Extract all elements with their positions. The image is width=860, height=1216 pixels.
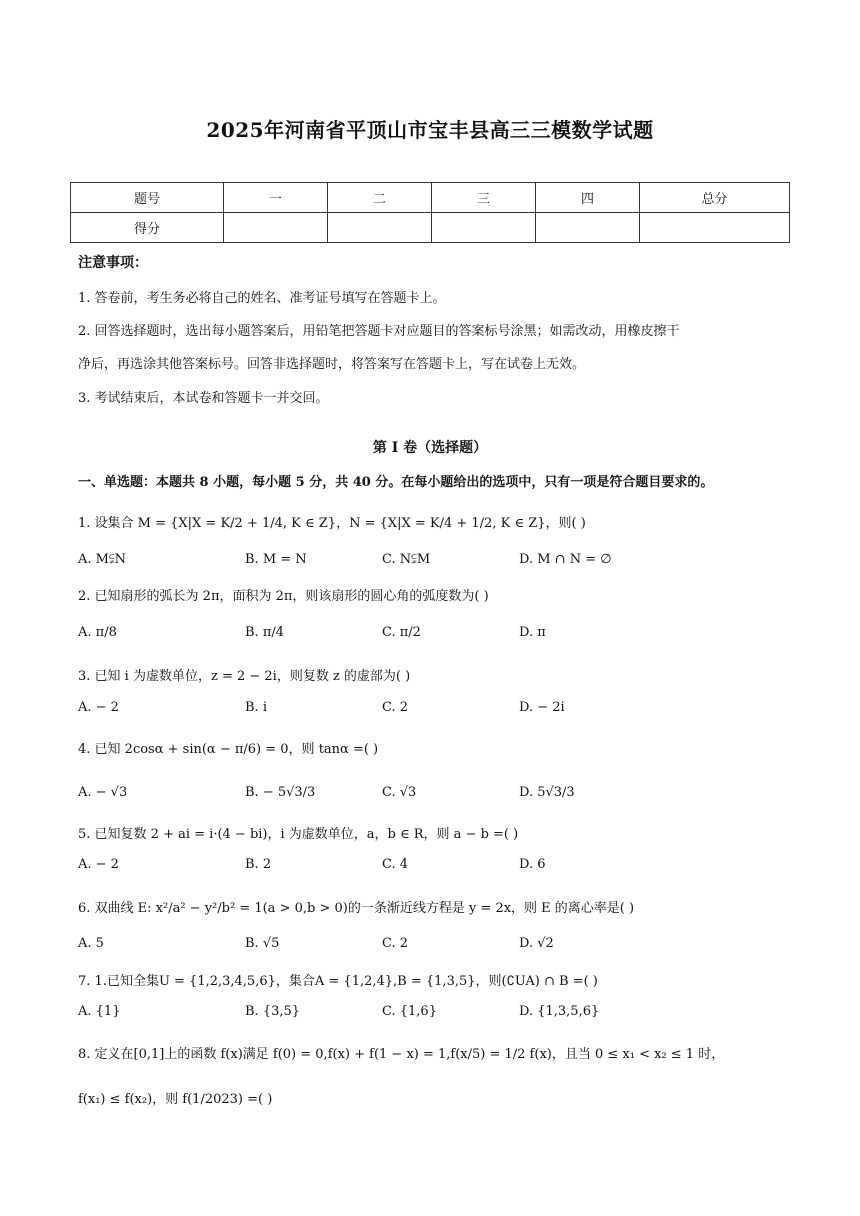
option: C. 2 xyxy=(382,936,409,951)
score-input-cell xyxy=(328,213,432,243)
section-title: 第 I 卷（选择题） xyxy=(372,440,488,456)
table-cell: 四 xyxy=(536,183,640,213)
table-cell: 总分 xyxy=(640,183,790,213)
option: D. {1,3,5,6} xyxy=(519,1004,600,1019)
question-stem: 6. 双曲线 E: x²/a² − y²/b² = 1(a > 0,b > 0)的一条渐近线方程是 y = 2x，则 E 的离心率是( ) xyxy=(78,901,635,916)
question-stem: 5. 已知复数 2 + ai = i·(4 − bi)，i 为虚数单位，a，b ∈ R，则 a − b =( ) xyxy=(78,827,519,842)
table-cell: 二 xyxy=(328,183,432,213)
question-stem: 3. 已知 i 为虚数单位，z = 2 − 2i，则复数 z 的虚部为( ) xyxy=(78,669,411,684)
note-item: 3. 考试结束后，本试卷和答题卡一并交回。 xyxy=(78,391,329,406)
part-heading: 一、单选题：本题共 8 小题，每小题 5 分，共 40 分。在每小题给出的选项中，只有一项是符合题目要求的。 xyxy=(78,475,714,490)
question-stem: 2. 已知扇形的弧长为 2π，面积为 2π，则该扇形的圆心角的弧度数为( ) xyxy=(78,589,489,604)
option: C. {1,6} xyxy=(382,1004,437,1019)
page-title: 2025年河南省平顶山市宝丰县高三三模数学试题 xyxy=(206,118,654,142)
option: C. π/2 xyxy=(382,625,421,640)
option: A. M⫋N xyxy=(78,552,127,567)
option: B. − 5√3/3 xyxy=(245,785,316,800)
option: A. π/8 xyxy=(78,625,117,640)
option: A. − √3 xyxy=(78,785,128,800)
note-item: 净后，再选涂其他答案标号。回答非选择题时，将答案写在答题卡上，写在试卷上无效。 xyxy=(78,357,586,372)
option: D. 6 xyxy=(519,857,546,872)
table-cell: 得分 xyxy=(71,213,224,243)
option: C. √3 xyxy=(382,785,417,800)
note-item: 1. 答卷前，考生务必将自己的姓名、准考证号填写在答题卡上。 xyxy=(78,291,446,306)
option: C. 2 xyxy=(382,700,409,715)
score-input-cell xyxy=(640,213,790,243)
question-stem: 1. 设集合 M = {X|X = K/2 + 1/4, K ∈ Z}，N = {X|X = K/4 + 1/2, K ∈ Z}，则( ) xyxy=(78,516,586,531)
option: B. {3,5} xyxy=(245,1004,301,1019)
option: C. 4 xyxy=(382,857,409,872)
option: B. 2 xyxy=(245,857,272,872)
option: D. √2 xyxy=(519,936,554,951)
question-stem: 7. 1.已知全集U = {1,2,3,4,5,6}，集合A = {1,2,4},B = {1,3,5}，则(∁UA) ∩ B =( ) xyxy=(78,974,598,989)
score-input-cell xyxy=(224,213,328,243)
question-stem-continued: f(x₁) ≤ f(x₂)，则 f(1/2023) =( ) xyxy=(78,1092,273,1107)
option: C. N⫋M xyxy=(382,552,431,567)
question-stem: 4. 已知 2cosα + sin(α − π/6) = 0，则 tanα =( ) xyxy=(78,742,379,757)
score-table xyxy=(70,182,790,243)
option: B. √5 xyxy=(245,936,280,951)
option: D. M ∩ N = ∅ xyxy=(519,552,612,567)
option: A. − 2 xyxy=(78,857,119,872)
option: B. M = N xyxy=(245,552,307,567)
option: D. π xyxy=(519,625,546,640)
option: B. i xyxy=(245,700,267,715)
score-input-cell xyxy=(536,213,640,243)
option: A. − 2 xyxy=(78,700,119,715)
question-stem: 8. 定义在[0,1]上的函数 f(x)满足 f(0) = 0,f(x) + f(1 − x) = 1,f(x/5) = 1/2 f(x)，且当 0 ≤ x₁ < x₂ ≤ 1 时， xyxy=(78,1047,725,1062)
note-item: 2. 回答选择题时，选出每小题答案后，用铅笔把答题卡对应题目的答案标号涂黑；如需改动，用橡皮擦干 xyxy=(78,324,680,339)
score-input-cell xyxy=(432,213,536,243)
option: A. 5 xyxy=(78,936,104,951)
option: A. {1} xyxy=(78,1004,121,1019)
option: D. 5√3/3 xyxy=(519,785,575,800)
table-cell: 题号 xyxy=(71,183,224,213)
score-table-score-row xyxy=(71,213,790,243)
table-cell: 三 xyxy=(432,183,536,213)
notes-title: 注意事项： xyxy=(78,255,148,271)
score-table-header-row xyxy=(71,183,790,213)
table-cell: 一 xyxy=(224,183,328,213)
option: D. − 2i xyxy=(519,700,565,715)
option: B. π/4 xyxy=(245,625,285,640)
